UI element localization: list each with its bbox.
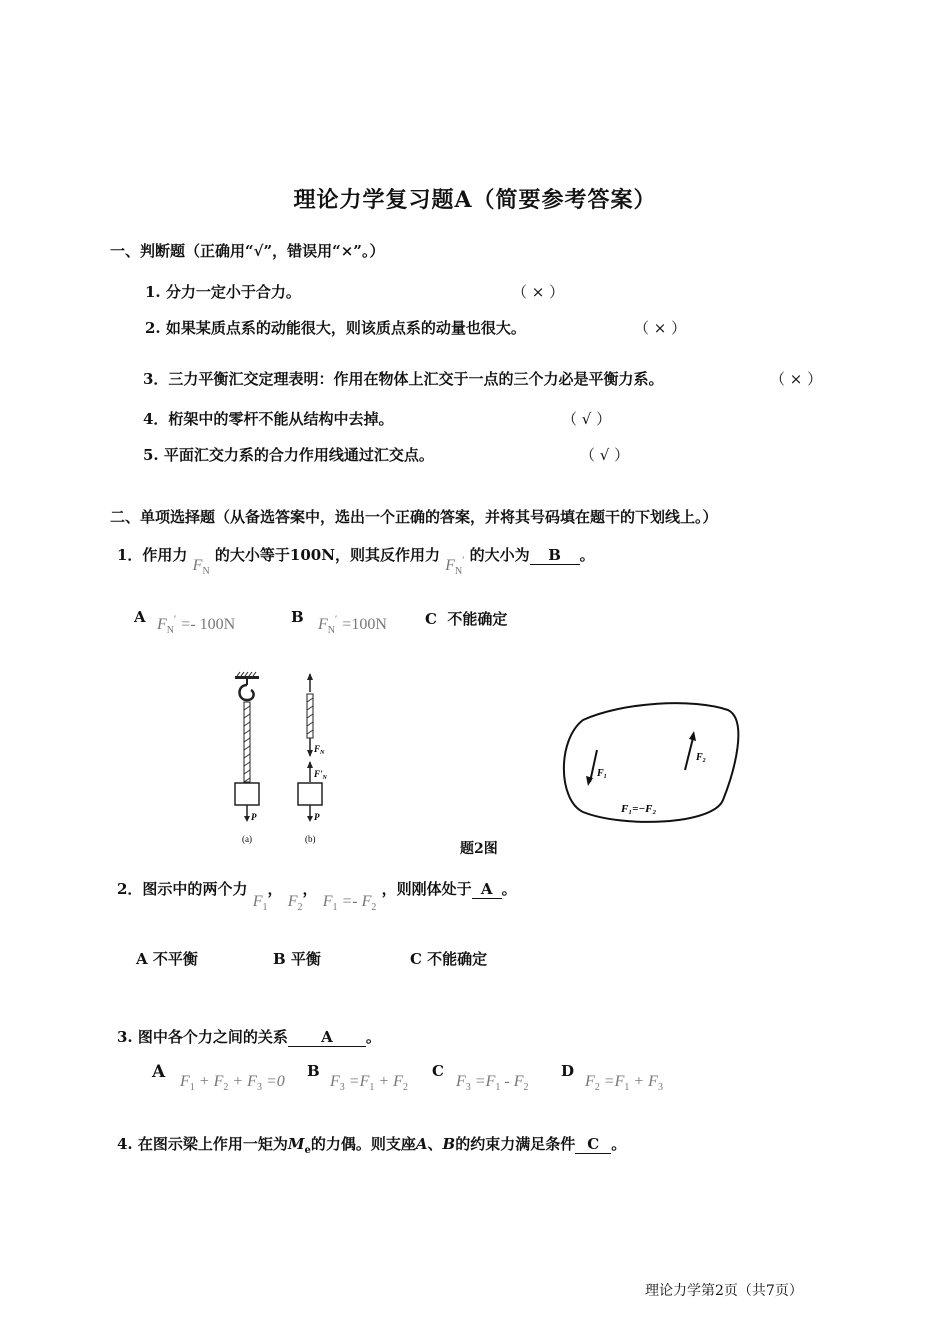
q4-moment: M	[287, 1135, 305, 1153]
q4-sep: 、	[427, 1135, 443, 1153]
q2-suffix: ，则刚体处于	[381, 880, 472, 898]
choice-q3	[117, 1026, 381, 1047]
q1-mid: 的大小等于100N，则其反作用力	[214, 546, 440, 564]
figure-caption: 题2图	[460, 841, 498, 857]
q1-force-fn: $F_N$	[192, 557, 210, 578]
q2-prefix: 2．图示中的两个力	[117, 880, 248, 898]
q1-option-a-expr: $F_N' =- 100N$	[157, 614, 236, 637]
q2-option-c: C 不能确定	[410, 950, 488, 968]
q4-moment-sub: e	[304, 1145, 311, 1156]
judge-answer-3: （ × ）	[770, 370, 823, 388]
q2-option-a: A 不平衡	[136, 950, 198, 968]
choice-q2: 2．图示中的两个力 $F_1$， $F_2$， $F_1 =- F_2$ ，则刚体处于 A 。	[117, 880, 517, 914]
q2-option-b: B 平衡	[273, 950, 321, 968]
q2-f1: $F_1$	[252, 893, 268, 914]
q1-answer: B	[530, 546, 580, 565]
label-b: (b)	[305, 834, 316, 844]
q4-text-b: 的力偶。则支座	[310, 1135, 416, 1153]
choice-q4	[117, 1133, 626, 1156]
q4-support-b: B	[442, 1135, 456, 1153]
label-p-a: P	[251, 812, 257, 822]
q1-option-a-label: A	[134, 608, 146, 626]
judge-answer-1: （ × ）	[512, 283, 565, 301]
judge-answer-4: （ √ ）	[562, 410, 612, 428]
q2-end: 。	[501, 880, 517, 898]
q2-relation: $F_1 =- F_2$	[322, 893, 377, 914]
judge-item-5: 5. 平面汇交力系的合力作用线通过汇交点。	[143, 446, 434, 464]
q3-option-c-expr: $F_3 =F_1 - F_2$	[456, 1073, 529, 1094]
q4-answer: C	[575, 1135, 611, 1154]
label-f1: $F_1$	[597, 768, 607, 780]
q1-prefix: 1．作用力	[117, 546, 188, 564]
judge-item-1: 1. 分力一定小于合力。	[145, 283, 301, 301]
q1-option-b-expr: $F_N' =100N$	[318, 614, 387, 637]
q2-answer: A	[472, 880, 502, 899]
label-fn: $F_N$	[314, 744, 325, 756]
choice-q1	[117, 544, 595, 578]
q3-option-d-label: D	[561, 1062, 575, 1080]
q3-answer: A	[288, 1028, 366, 1047]
q3-option-d-expr: $F_2 =F_1 + F_3$	[585, 1073, 663, 1094]
label-fn-prime: $F'_N$	[314, 769, 327, 781]
judge-item-4: 4．桁架中的零杆不能从结构中去掉。	[143, 410, 394, 428]
q3-option-a-label: A	[152, 1062, 166, 1082]
judge-item-2: 2. 如果某质点系的动能很大，则该质点系的动量也很大。	[145, 319, 526, 337]
q3-option-b-label: B	[307, 1062, 320, 1080]
q3-option-b-expr: $F_3 =F_1 + F_2$	[330, 1073, 408, 1094]
page-footer: 理论力学第2页（共7页）	[645, 1283, 803, 1299]
figure-hanging-weight	[225, 670, 345, 850]
q4-support-a: A	[415, 1135, 428, 1153]
q4-end: 。	[611, 1135, 627, 1153]
q3-option-a-expr: $F_1 + F_2 + F_3 =0$	[180, 1073, 285, 1094]
q1-suffix: 的大小为	[469, 546, 530, 564]
label-a: (a)	[242, 834, 252, 844]
q3-option-c-label: C	[432, 1062, 444, 1080]
judge-item-3: 3．三力平衡汇交定理表明：作用在物体上汇交于一点的三个力必是平衡力系。	[143, 370, 664, 388]
label-p-b: P	[314, 812, 320, 822]
q1-end: 。	[579, 546, 595, 564]
label-relation: F₁=−F₂	[621, 803, 657, 815]
q4-text-c: 的约束力满足条件	[455, 1135, 576, 1153]
figure-rigid-body	[553, 700, 748, 830]
judge-answer-5: （ √ ）	[580, 446, 630, 464]
label-f2: $F_2$	[696, 752, 706, 764]
q1-force-fn-prime: $F_N'$	[445, 555, 465, 578]
q4-text-a: 4. 在图示梁上作用一矩为	[117, 1135, 288, 1153]
document-title: 理论力学复习题A（简要参考答案）	[293, 187, 657, 213]
section2-heading: 二、单项选择题（从备选答案中，选出一个正确的答案，并将其号码填在题干的下划线上。）	[110, 508, 718, 526]
judge-answer-2: （ × ）	[634, 319, 687, 337]
q3-end: 。	[365, 1028, 381, 1046]
q1-option-c: C 不能确定	[425, 610, 508, 628]
q1-option-b-label: B	[291, 608, 304, 626]
section1-heading: 一、判断题（正确用“√”，错误用“×”。）	[110, 242, 385, 260]
q3-prefix: 3. 图中各个力之间的关系	[117, 1028, 288, 1046]
q2-f2: $F_2$	[287, 893, 303, 914]
